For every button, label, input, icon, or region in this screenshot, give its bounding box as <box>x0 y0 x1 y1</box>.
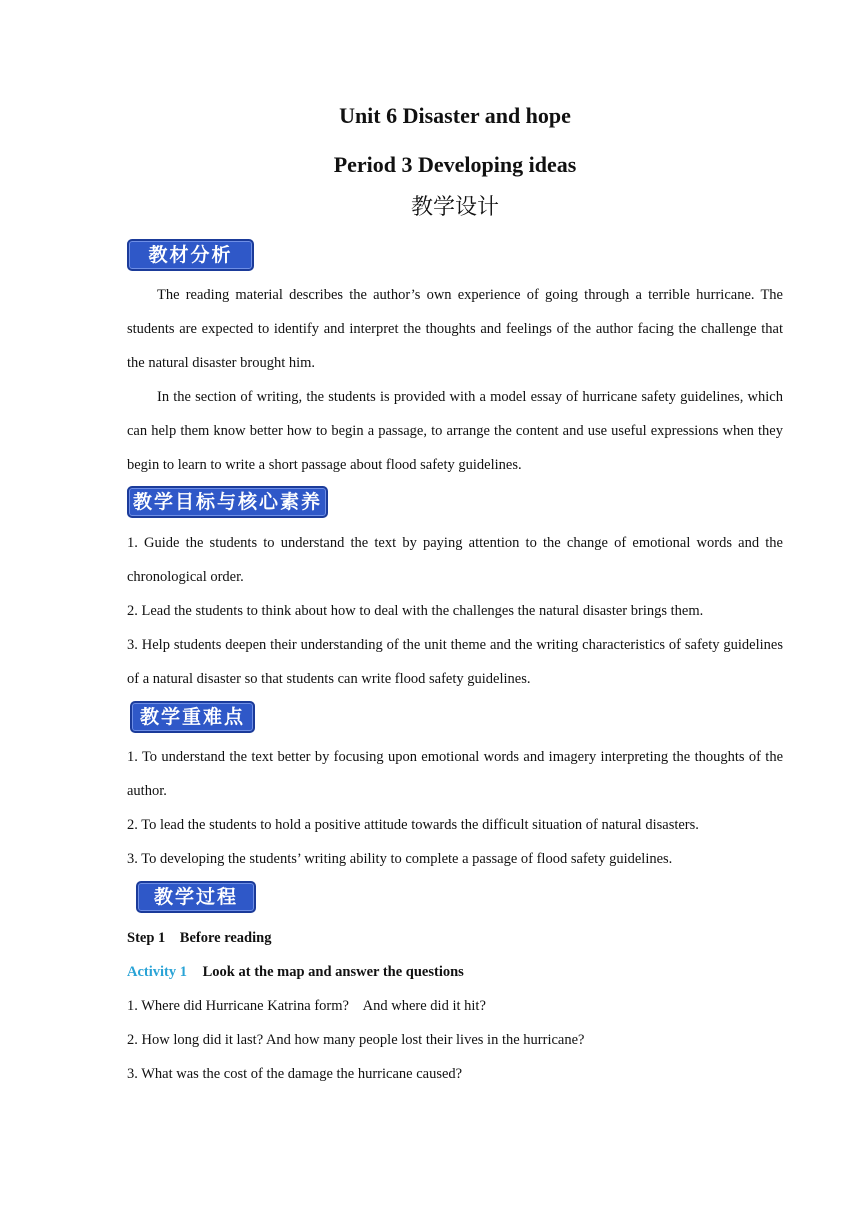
question-2: 2. How long did it last? And how many people lost their lives in the hurricane? <box>127 1032 585 1048</box>
goal-item-2: 2. Lead the students to think about how to deal with the challenges the natural disaster brings them. <box>127 603 704 619</box>
keypoints-section <box>127 740 783 876</box>
activity-1-heading <box>127 962 783 982</box>
keypoint-item-2: 2. To lead the students to hold a positive attitude towards the difficult situation of natural disasters. <box>127 817 699 833</box>
keypoints-badge: 教学重难点 <box>130 701 255 733</box>
goal-item-3: 3. Help students deepen their understanding of the unit theme and the writing characteristics of safety guidelines of a natural disaster so that students can write flood safety guidelines. <box>127 637 783 687</box>
step-1-heading: Step 1 Before reading <box>127 930 272 946</box>
question-3: 3. What was the cost of the damage the hurricane caused? <box>127 1066 463 1082</box>
goals-section <box>127 526 783 696</box>
goals-badge: 教学目标与核心素养 <box>127 486 328 518</box>
chinese-title: 教学设计 <box>410 195 499 220</box>
period-title: Period 3 Developing ideas <box>333 152 577 177</box>
keypoint-item-1: 1. To understand the text better by focusing upon emotional words and imagery interpreting the thoughts of the author. <box>127 749 783 799</box>
unit-title: Unit 6 Disaster and hope <box>339 103 571 128</box>
activity-label: Activity 1 <box>127 964 187 980</box>
goal-item-1: 1. Guide the students to understand the text by paying attention to the change of emotional words and the chronological order. <box>127 535 783 585</box>
analysis-badge: 教材分析 <box>127 239 254 271</box>
analysis-paragraph-2: In the section of writing, the students is provided with a model essay of hurricane safety guidelines, which can help them know better how to begin a passage, to arrange the content and use useful expressions when they begin to learn to write a short passage about flood safety guidelines. <box>127 389 783 473</box>
analysis-paragraph-1: The reading material describes the author’s own experience of going through a terrible hurricane. The students are expected to identify and interpret the thoughts and feelings of the author facing the challenge that the natural disaster brought him. <box>127 287 783 371</box>
analysis-section <box>127 278 783 482</box>
process-badge: 教学过程 <box>136 881 256 913</box>
activity-title: Look at the map and answer the questions <box>202 964 464 980</box>
question-1: 1. Where did Hurricane Katrina form? And where did it hit? <box>127 998 486 1014</box>
keypoint-item-3: 3. To developing the students’ writing ability to complete a passage of flood safety guidelines. <box>127 851 673 867</box>
